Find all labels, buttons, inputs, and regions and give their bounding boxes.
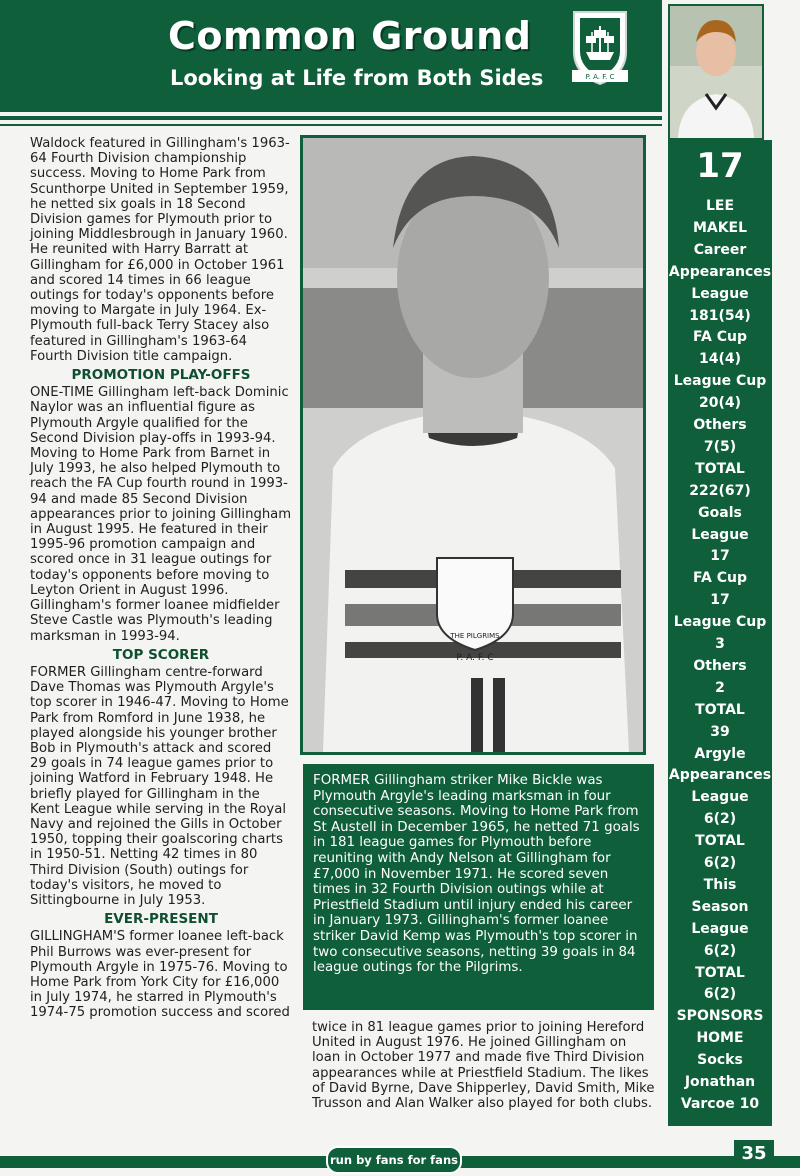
sidebar-stat-item: This	[703, 876, 737, 893]
sidebar-stat-item: MAKEL	[692, 219, 748, 236]
svg-text:P. A. F. C: P. A. F. C	[456, 653, 494, 663]
heading-top-scorer: TOP SCORER	[112, 646, 210, 663]
sidebar-stat-item: 6(2)	[703, 855, 737, 871]
sidebar-stat-item: Appearances	[668, 263, 772, 280]
header-banner	[0, 0, 662, 112]
sidebar-stat-item: 17	[710, 592, 730, 609]
heading-ever-present: EVER-PRESENT	[104, 911, 218, 928]
heading-promotion-play-offs: PROMOTION PLAY-OFFS	[71, 367, 251, 384]
sidebar-stat-item: League	[691, 789, 749, 806]
player-photo	[668, 4, 764, 140]
page-subtitle: Looking at Life from Both Sides	[170, 66, 544, 90]
sidebar-stat-item: 3	[715, 636, 725, 652]
sidebar-stat-item: TOTAL	[695, 460, 745, 477]
sidebar-stat-item: 39	[710, 723, 730, 740]
sidebar-stat-item: Argyle	[694, 745, 746, 762]
main-photo	[300, 135, 646, 755]
paragraph-waldock: Waldock featured in Gillingham's 1963-64 Fourth Division championship success. Moving to Home Park from Scunthorpe United in September 1959, he netted six goals in 18 Second Division games for Plymouth prior to joining Middlesbrough in January 1960. He reunited with Harry Barratt at Gillingham for £6,000 in October 1961 and scored 14 times in 66 league outings for today's opponents before moving to Margate in July 1964. Ex-Plymouth full-back Terry Stacey also featured in Gillingham's 1963-64 Fourth Division title campaign.	[30, 136, 290, 364]
paragraph-burrows: GILLINGHAM'S former loanee left-back Phil Burrows was ever-present for Plymouth Argyle in 1975-76. Moving to Home Park from York City for £16,000 in July 1974, he starred in Plymouth's 1974-75 promotion success and scored	[30, 929, 290, 1021]
sidebar-stat-item: Socks	[697, 1052, 743, 1069]
svg-text:P. A. F. C: P. A. F. C	[585, 73, 615, 81]
sidebar-stat-item: 2	[715, 679, 725, 696]
sidebar-stat-item: Season	[691, 898, 749, 915]
sidebar-stat-item: 181(54)	[689, 307, 751, 324]
paragraph-thomas: FORMER Gillingham centre-forward Dave Thomas was Plymouth Argyle's top scorer in 1946-47. Moving to Home Park from Romford in June 1938, he played alongside his younger brother Bob in Plymouth's attack and scored 29 goals in 74 league games prior to joining Watford in February 1948. He briefly played for Gillingham in the Kent League while serving in the Royal Navy and rejoined the Gills in October 1950, topping their goalscoring charts in 1950-51. Netting 42 times in 80 Third Division (South) outings for today's visitors, he moved to Sittingbourne in July 1953.	[30, 664, 289, 908]
sidebar-stat-item: League	[691, 526, 749, 543]
sidebar-stat-item: Jonathan	[684, 1074, 756, 1090]
sidebar-stat-item: 7(5)	[703, 438, 737, 455]
page-number: 35	[734, 1140, 774, 1168]
sidebar-stat-item: League	[691, 920, 749, 937]
sidebar-stat-item: 20(4)	[698, 395, 742, 412]
sidebar-stat-item: Others	[693, 657, 747, 674]
sidebar-stat-item: LEE	[705, 198, 735, 214]
page-title: Common Ground	[168, 14, 532, 58]
footer-tagline: run by fans for fans	[326, 1146, 462, 1174]
sidebar-stat-item: SPONSORS	[676, 1008, 764, 1025]
header-rule	[0, 116, 662, 120]
squad-number: 17	[696, 146, 744, 186]
sidebar-stat-item: TOTAL	[695, 964, 745, 981]
sidebar-stat-item: 6(2)	[703, 811, 737, 828]
paragraph-bickle: FORMER Gillingham striker Mike Bickle was Plymouth Argyle's leading marksman in four consecutive seasons. Moving to Home Park from St Austell in December 1965, he netted 71 goals in 181 league games for Plymouth before reuniting with Andy Nelson at Gillingham for £7,000 in November 1971. He scored seven times in 32 Fourth Division outings while at Priestfield Stadium until injury ended his career in January 1973. Gillingham's former loanee striker David Kemp was Plymouth's top scorer in two consecutive seasons, netting 39 goals in 84 league outings for the Pilgrims.	[313, 773, 640, 976]
paragraph-naylor: ONE-TIME Gillingham left-back Dominic Naylor was an influential figure as Plymouth Argyle qualified for the Second Division play-offs in 1993-94. Moving to Home Park from Barnet in July 1993, he also helped Plymouth to reach the FA Cup fourth round in 1993-94 and made 85 Second Division appearances prior to joining Gillingham in August 1995. He featured in their 1995-96 promotion campaign and scored once in 31 league outings for today's opponents before moving to Leyton Orient in August 1996. Gillingham's former loanee midfielder Steve Castle was Plymouth's leading marksman in 1993-94.	[30, 385, 292, 644]
sidebar-stat-item: League Cup	[673, 373, 767, 390]
club-crest-icon	[568, 8, 632, 88]
sidebar-stat-item: 222(67)	[689, 482, 751, 499]
sidebar-stat-item: FA Cup	[693, 329, 747, 346]
bickle-feature-box	[303, 764, 654, 1010]
header-rule-thin	[0, 124, 662, 126]
sidebar-stat-item: HOME	[696, 1030, 744, 1047]
sidebar-stat-item: 17	[710, 548, 730, 565]
svg-text:THE PILGRIMS: THE PILGRIMS	[450, 632, 500, 640]
sidebar-stat-item: League Cup	[673, 614, 767, 631]
sidebar-stat-item: Goals	[698, 504, 742, 521]
sidebar-stat-item: Appearances	[668, 767, 772, 784]
sidebar-stat-item: League	[691, 285, 749, 302]
sidebar-stat-item: 14(4)	[698, 351, 742, 368]
sidebar-stat-item: TOTAL	[695, 833, 745, 850]
right-column-continuation	[312, 1020, 656, 1111]
sidebar-stat-item: 6(2)	[703, 986, 737, 1003]
sidebar-stat-item: Career	[693, 241, 747, 258]
sidebar-stat-item: 6(2)	[703, 942, 737, 959]
sidebar-stat-item: FA Cup	[693, 570, 747, 587]
left-column	[30, 136, 292, 1021]
paragraph-burrows-continued: twice in 81 league games prior to joining Hereford United in August 1976. He joined Gillingham on loan in October 1977 and made five Third Division appearances while at Priestfield Stadium. The likes of David Byrne, Dave Shipperley, David Smith, Mike Trusson and Alan Walker also played for both clubs.	[312, 1020, 655, 1112]
player-stats-sidebar	[668, 140, 772, 1126]
sidebar-stat-item: Others	[693, 417, 747, 433]
sidebar-stat-item: Varcoe 10	[680, 1095, 760, 1112]
sidebar-stat-item: TOTAL	[695, 701, 745, 718]
